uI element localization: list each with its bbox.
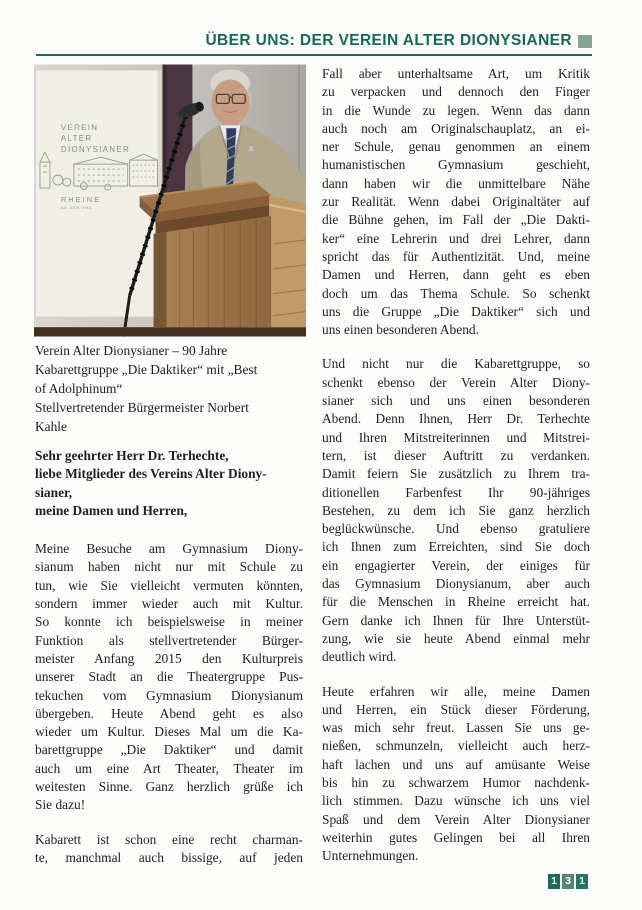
text-line: Sie dazu!	[35, 797, 86, 813]
text-line: Spaß und dem Verein Alter Dionysianer	[322, 811, 590, 827]
text-line: ich Ihnen zum Erreichten, sind Sie doch	[322, 539, 590, 555]
text-line: Gern danke ich Ihnen für Ihre Unterstüt-	[322, 612, 590, 628]
text-line: zung, wie sie heute Abend einmal mehr	[322, 630, 590, 646]
text-line: ner Schule, genau genommen an einem	[322, 139, 590, 155]
paragraph	[35, 831, 303, 868]
page-title: ÜBER UNS: DER VEREIN ALTER DIONYSIANER	[205, 32, 572, 49]
text-line: ein engagierter Verein, der einiges für	[322, 557, 590, 573]
text-line: beglückwünsche. Und ebenso gratuliere	[322, 521, 590, 537]
page-header	[36, 30, 592, 52]
text-line: Unternehmungen.	[322, 848, 419, 864]
salutation	[35, 447, 303, 520]
text-line: weiterhin gutes Gelingen bei all Ihren	[322, 829, 590, 845]
page-number-box: 1	[548, 874, 560, 889]
text-line: nießen, schmunzeln, vielleicht auch herz-	[322, 738, 590, 754]
banner-city: RHEINE	[60, 194, 102, 204]
text-line: humanistischen Gymnasium geschieht,	[322, 157, 590, 173]
text-line: spricht das für Authentizität. Und, meine	[322, 248, 590, 264]
banner-line-3: DIONYSIANER	[60, 145, 131, 155]
page-number-box: 1	[576, 874, 588, 889]
text-line: auch noch am Originalschauplatz, an ei-	[322, 120, 590, 136]
podium	[140, 182, 306, 336]
text-line: meine Damen und Herren,	[35, 502, 188, 518]
text-line: Bestehen, zu dem ich Sie ganz herzlich	[322, 502, 590, 518]
text-line: uns die Gruppe „Die Daktiker“ sich und	[322, 303, 590, 319]
paragraph	[322, 683, 590, 866]
text-line: Stellvertretender Bürgermeister Norbert	[35, 400, 249, 415]
paragraph	[35, 540, 303, 814]
right-column	[322, 64, 590, 867]
lapel-pin	[249, 146, 253, 151]
text-line: sianum haben nicht nur mit Schule zu	[35, 559, 303, 575]
text-line: liebe Mitglieder des Vereins Alter Diony-	[35, 466, 267, 482]
text-line: und Herren, ein Stück dieser Förderung,	[322, 701, 590, 717]
text-line: barettgruppe „Die Daktiker“ und damit	[35, 742, 303, 758]
text-line: deutlich wird.	[322, 649, 397, 665]
page-number	[548, 874, 588, 889]
text-line: und Ihren Mitstreiterinnen und Mitstrei-	[322, 429, 590, 445]
text-line: sianer,	[35, 484, 73, 500]
header-accent-square	[578, 35, 592, 48]
text-line: tekuchen vom Gymnasium Dionysianum	[35, 687, 303, 703]
text-line: zu verpacken und dennoch den Finger	[322, 84, 590, 100]
banner-subline: AN DER EMS	[60, 205, 93, 210]
left-column	[35, 64, 303, 867]
text-line: tern, ist dieser Auftritt zu verdanken.	[322, 447, 590, 463]
content-columns	[35, 64, 590, 867]
text-line: Damit feiern Sie zusätzlich zu Ihrem tra-	[322, 466, 590, 482]
text-line: weitesten Sinne. Ganz herzlich grüße ich	[35, 779, 303, 795]
text-line: übergeben. Heute Abend geht es also	[35, 705, 303, 721]
text-line: sondern immer wieder auch mit Kultur.	[35, 596, 303, 612]
text-line: sianer sich und uns einen besonderen	[322, 393, 590, 409]
text-line: unserer Stadt an die Theatergruppe Pus-	[35, 669, 303, 685]
verein-banner	[36, 70, 162, 316]
text-line: So konnte ich beispielsweise in meiner	[35, 614, 303, 630]
text-line: te, manchmal auch bissige, auf jeden	[35, 849, 303, 865]
text-line: dann haben wir die unmittelbare Nähe	[322, 175, 590, 191]
header-rule	[36, 54, 592, 56]
text-line: Damen und Herren, dann geht es eben	[322, 267, 590, 283]
text-line: Funktion als stellvertretender Bürger-	[35, 632, 303, 648]
text-line: schenkt ebenso der Verein Alter Diony-	[322, 374, 590, 390]
text-line: Meine Besuche am Gymnasium Diony-	[35, 541, 303, 557]
text-line: auch um eine Art Theater, Theater im	[35, 760, 303, 776]
text-line: das Gymnasium Dionysianum, aber auch	[322, 576, 590, 592]
left-column-text	[35, 540, 303, 867]
text-line: Kabarettgruppe „Die Daktiker“ mit „Best	[35, 362, 258, 377]
text-line: of Adolphinum“	[35, 381, 123, 396]
text-line: Heute erfahren wir alle, meine Damen	[322, 683, 590, 699]
text-line: Verein Alter Dionysianer – 90 Jahre	[35, 343, 228, 358]
photo-caption	[35, 341, 303, 436]
text-line: Kabarett ist schon eine recht charman-	[35, 831, 303, 847]
text-line: tun, wie Sie vielleicht vermuten könnten,	[35, 577, 303, 593]
text-line: Kahle	[35, 419, 67, 434]
text-line: doch um das Thema Schule. So schenkt	[322, 285, 590, 301]
text-line: ditionellen Farbenfest Ihr 90-jähriges	[322, 484, 590, 500]
text-line: die Bühne gehen, im Fall der „Die Dakti-	[322, 212, 590, 228]
text-line: haft lachen und uns auf amüsante Weise	[322, 756, 590, 772]
paragraph	[322, 355, 590, 666]
banner-line-1: VEREIN	[60, 123, 99, 133]
text-line: Abend. Denn Ihnen, Herr Dr. Terhechte	[322, 411, 590, 427]
speaker-photo	[34, 64, 306, 337]
photo-bottom-band	[34, 328, 306, 337]
right-column-text	[322, 65, 590, 865]
text-line: für die Menschen in Rheine erreicht hat.	[322, 594, 590, 610]
text-line: wieder um Kultur. Dieses Mal um die Ka-	[35, 724, 303, 740]
text-line: Sehr geehrter Herr Dr. Terhechte,	[35, 448, 229, 463]
page-number-box: 3	[562, 874, 574, 889]
text-line: zur Realität. Wenn dabei Originaltäter auf	[322, 194, 590, 210]
text-line: meister Anfang 2015 den Kulturpreis	[35, 650, 303, 666]
text-line: Fall aber unterhaltsame Art, um Kritik	[322, 66, 590, 81]
text-line: ker“ eine Lehrerin und drei Lehrer, dann	[322, 230, 590, 246]
text-line: Und nicht nur die Kabarettgruppe, so	[322, 356, 590, 372]
text-line: uns einen besonderen Abend.	[322, 322, 479, 338]
text-line: in die Wunde zu legen. Wenn das dann	[322, 102, 590, 118]
banner-line-2: ALTER	[60, 134, 93, 144]
text-line: lich stimmen. Dazu wünsche ich uns viel	[322, 793, 590, 809]
paragraph	[322, 65, 590, 339]
text-line: bis hin zu schwarzem Humor nachdenk-	[322, 774, 590, 790]
text-line: was mich sehr freut. Lassen Sie uns ge-	[322, 720, 590, 736]
